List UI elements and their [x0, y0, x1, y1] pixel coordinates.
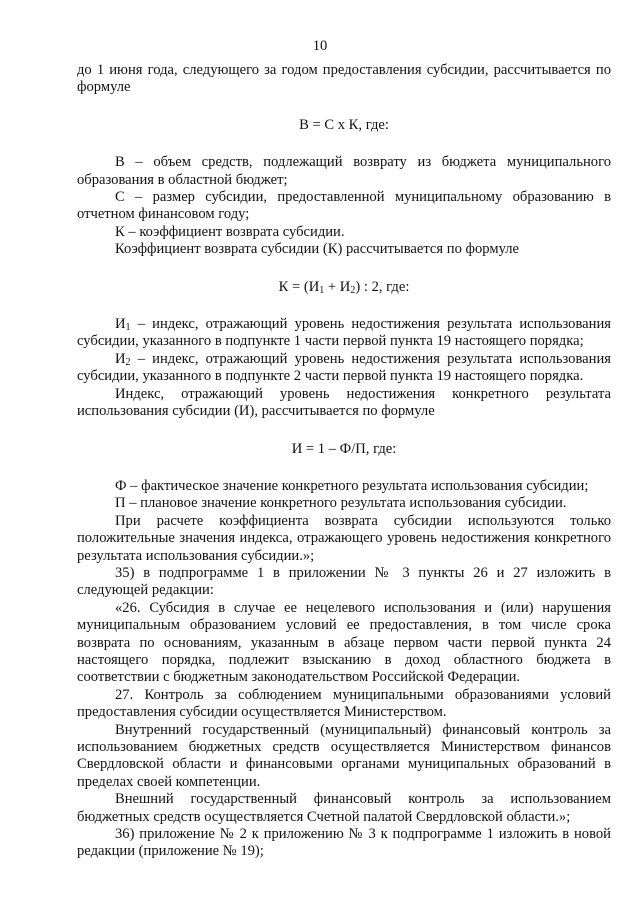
- definition-i1-symbol: И: [115, 316, 126, 333]
- formula-k-sub1: 1: [319, 284, 325, 296]
- intro-paragraph: до 1 июня года, следующего за годом предоставления субсидии, рассчитывается по формуле: [77, 62, 611, 96]
- definition-i1: [77, 316, 611, 351]
- item-36: 36) приложение № 2 к приложению № 3 к подпрограмме 1 изложить в новой редакции (приложение № 19);: [77, 826, 611, 860]
- item-27: 27. Контроль за соблюдением муниципальными образованиями условий предоставления субсидии осуществляется Министерством.: [77, 686, 611, 721]
- k-intro-paragraph: Коэффициент возврата субсидии (К) рассчитывается по формуле: [115, 241, 519, 258]
- definition-i1-text: – индекс, отражающий уровень недостижения результата использования субсидии, указанного в подпункте 1 части первой пункта 19 настоящего порядка;: [77, 316, 611, 350]
- formula-v: В = С х К, где:: [299, 116, 389, 133]
- formula-k: [77, 279, 611, 296]
- document-body: [77, 62, 611, 861]
- item-35: 35) в подпрограмме 1 в приложении № 3 пункты 26 и 27 изложить в следующей редакции:: [77, 564, 611, 599]
- formula-k-post: ) : 2, где:: [355, 278, 410, 295]
- definition-i2-sub: 2: [125, 356, 131, 368]
- definition-i1-sub: 1: [125, 322, 131, 334]
- positive-values-paragraph: При расчете коэффициента возврата субсидии используются только положительные значения индекса, отражающего уровень недостижения конкретного результата использования субсидии.»;: [77, 512, 611, 564]
- definition-i2-text: – индекс, отражающий уровень недостижения результата использования субсидии, указанного в подпункте 2 части первой пункта 19 настоящего порядка.: [77, 350, 611, 385]
- internal-control-paragraph: Внутренний государственный (муниципальный) финансовый контроль за использованием бюджетных средств осуществляется Министерством финансов Свердловской области и финансовыми органами муниципальных образований в пределах своей компетенции.: [77, 721, 611, 790]
- external-control-paragraph: Внешний государственный финансовый контроль за использованием бюджетных средств осуществляется Счетной палатой Свердловской области.»;: [77, 791, 611, 825]
- definition-f: Ф – фактическое значение конкретного результата использования субсидии;: [115, 477, 589, 494]
- definition-p: П – плановое значение конкретного результата использования субсидии.: [115, 495, 567, 512]
- item-26: «26. Субсидия в случае ее нецелевого использования и (или) нарушения муниципальным образованием условий ее предоставления, в том числе срока возврата по основаниям, указанным в абзаце первом части первой пункта 24 настоящего порядка, подлежит взысканию в доход областного бюджета в соответствии с бюджетным законодательством Российской Федерации.: [77, 599, 611, 686]
- definition-i2: [77, 351, 611, 386]
- i-intro-paragraph: Индекс, отражающий уровень недостижения конкретного результата использования субсидии (И), рассчитывается по формуле: [77, 385, 611, 420]
- formula-k-mid: + И: [324, 278, 351, 295]
- definition-c: С – размер субсидии, предоставленной муниципальному образованию в отчетном финансовом году;: [77, 189, 611, 223]
- formula-i: И = 1 – Ф/П, где:: [291, 440, 397, 457]
- definition-i2-symbol: И: [115, 350, 126, 367]
- definition-k: К – коэффициент возврата субсидии.: [115, 223, 345, 240]
- definition-v: В – объем средств, подлежащий возврату из бюджета муниципального образования в областной бюджет;: [77, 154, 611, 188]
- page-number: 10: [312, 38, 328, 54]
- formula-k-sub2: 2: [350, 284, 356, 296]
- formula-k-pre: К = (И: [278, 278, 320, 295]
